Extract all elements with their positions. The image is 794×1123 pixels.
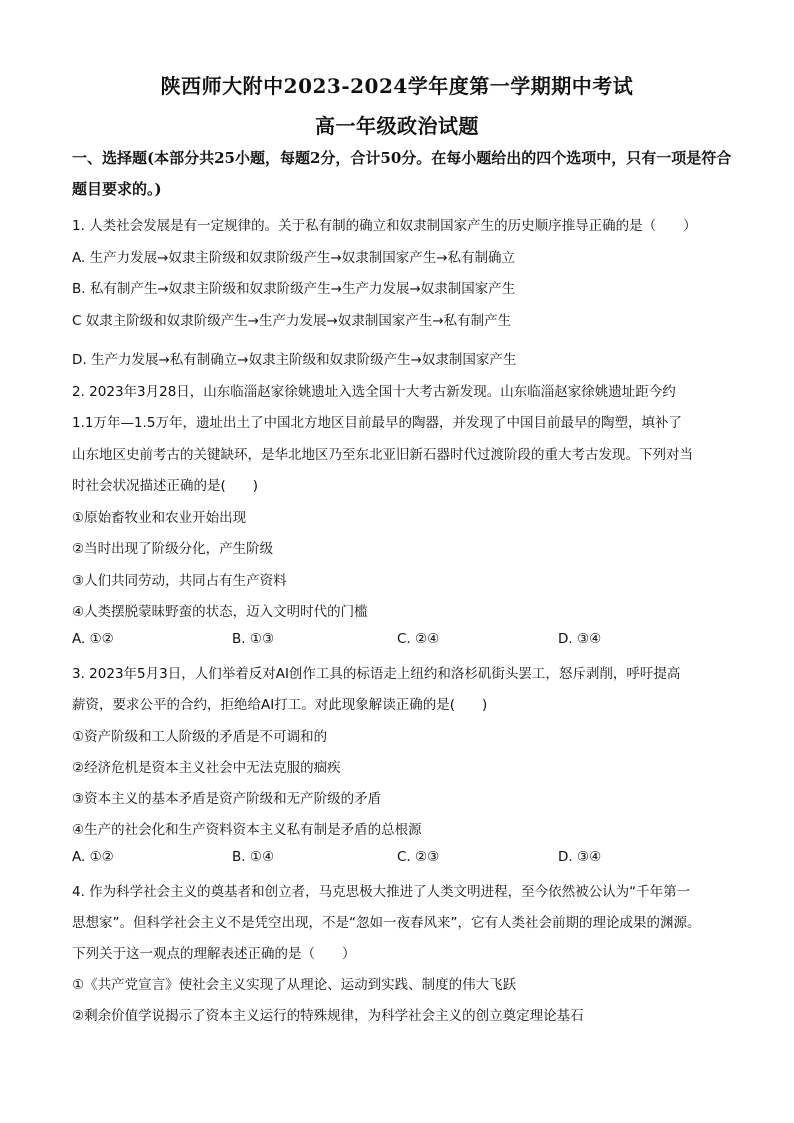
exam-title: 陕西师大附中2023-2024学年度第一学期期中考试: [160, 74, 634, 98]
q3-option-a: A. ①②: [72, 849, 114, 865]
q1-option-b: B. 私有制产生→奴隶主阶级和奴隶阶级产生→生产力发展→奴隶制国家产生: [72, 281, 516, 297]
q2-statement-1: ①原始畜牧业和农业开始出现: [72, 510, 247, 526]
q2-stem-line4: 时社会状况描述正确的是( ): [72, 478, 259, 494]
q3-option-d: D. ③④: [558, 849, 602, 865]
q3-statement-3: ③资本主义的基本矛盾是资产阶级和无产阶级的矛盾: [72, 791, 382, 807]
q3-option-c: C. ②③: [397, 849, 440, 865]
q4-stem-line1: 4. 作为科学社会主义的奠基者和创立者，马克思极大推进了人类文明进程，至今依然被公认为“千年第一: [72, 884, 691, 900]
q2-option-c: C. ②④: [397, 631, 440, 647]
q2-option-a: A. ①②: [72, 631, 114, 647]
q1-option-d: D. 生产力发展→私有制确立→奴隶主阶级和奴隶阶级产生→奴隶制国家产生: [72, 352, 517, 368]
q2-statement-2: ②当时出现了阶级分化，产生阶级: [72, 541, 274, 557]
q1-option-c: C 奴隶主阶级和奴隶阶级产生→生产力发展→奴隶制国家产生→私有制产生: [72, 313, 512, 329]
q3-statement-2: ②经济危机是资本主义社会中无法克服的痼疾: [72, 760, 341, 776]
q4-stem-line3: 下列关于这一观点的理解表述正确的是（ ）: [72, 946, 356, 962]
q3-option-b: B. ①④: [232, 849, 275, 865]
q1-option-a: A. 生产力发展→奴隶主阶级和奴隶阶级产生→奴隶制国家产生→私有制确立: [72, 250, 516, 266]
q3-stem-line2: 薪资，要求公平的合约，拒绝给AI打工。对此现象解读正确的是( ): [72, 697, 488, 713]
q1-stem: 1. 人类社会发展是有一定规律的。关于私有制的确立和奴隶制国家产生的历史顺序推导正确的是（ ）: [72, 218, 697, 234]
q3-stem-line1: 3. 2023年5月3日，人们举着反对AI创作工具的标语走上纽约和洛杉矶街头罢工，怒斥剥削，呼吁提高: [72, 666, 681, 682]
q4-stem-line2: 思想家”。但科学社会主义不是凭空出现，不是“忽如一夜春风来”，它有人类社会前期的理论成果的渊源。: [72, 915, 701, 931]
exam-subtitle: 高一年级政治试题: [315, 114, 479, 138]
q4-statement-1: ①《共产党宣言》使社会主义实现了从理论、运动到实践、制度的伟大飞跃: [72, 977, 517, 993]
q2-option-d: D. ③④: [558, 631, 602, 647]
q3-statement-1: ①资产阶级和工人阶级的矛盾是不可调和的: [72, 729, 328, 745]
q2-statement-4: ④人类摆脱蒙昧野蛮的状态，迈入文明时代的门槛: [72, 604, 368, 620]
q2-stem-line1: 2. 2023年3月28日，山东临淄赵家徐姚遗址入选全国十大考古新发现。山东临淄赵家徐姚遗址距今约: [72, 384, 676, 400]
q3-statement-4: ④生产的社会化和生产资料资本主义私有制是矛盾的总根源: [72, 822, 422, 838]
q2-option-b: B. ①③: [232, 631, 275, 647]
q2-stem-line2: 1.1万年—1.5万年，遗址出土了中国北方地区目前最早的陶器，并发现了中国目前最早的陶塑，填补了: [72, 415, 682, 431]
q2-statement-3: ③人们共同劳动，共同占有生产资料: [72, 573, 287, 589]
q4-statement-2: ②剩余价值学说揭示了资本主义运行的特殊规律，为科学社会主义的创立奠定理论基石: [72, 1008, 584, 1024]
q2-stem-line3: 山东地区史前考古的关键缺环，是华北地区乃至东北亚旧新石器时代过渡阶段的重大考古发现。下列对当: [72, 447, 693, 463]
section-heading: 一、选择题(本部分共25小题，每题2分，合计50分。在每小题给出的四个选项中，只有一项是符合题目要求的。): [72, 149, 732, 198]
